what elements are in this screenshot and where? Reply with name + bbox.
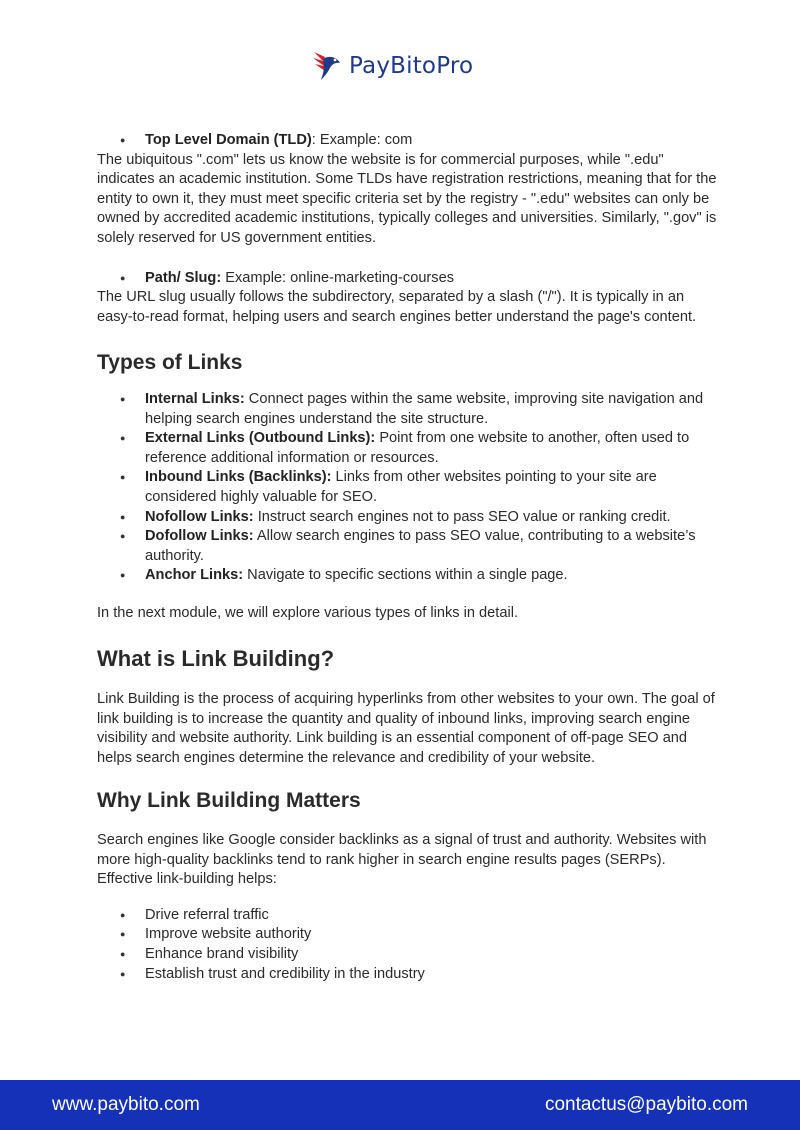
list-item: [145, 429, 717, 468]
slug-example: Example: online-marketing-courses: [221, 269, 455, 286]
list-item: ● Enhance brand visibility: [145, 945, 717, 965]
eagle-logo-icon: [311, 49, 343, 83]
list-item-text: Navigate to specific sections within a single page.: [243, 567, 568, 584]
list-item-text: Instruct search engines not to pass SEO value or ranking credit.: [253, 508, 671, 525]
list-item-text: Point from one website to another, often used to reference additional information or resources.: [145, 430, 690, 466]
why-heading: Why Link Building Matters: [97, 789, 361, 813]
why-paragraph: Search engines like Google consider backlinks as a signal of trust and authority. Websites with more high-quality backlinks tend to rank higher in search engine results pages (SERPs). Effective link-building helps:: [97, 832, 707, 888]
what-paragraph: Link Building is the process of acquiring hyperlinks from other websites to your own. The goal of link building is to increase the quantity and quality of inbound links, improving search engine visibility and website authority. Link building is an essential component of off-page SEO and helps search engines determine the relevance and credibility of your website.: [97, 691, 715, 766]
tld-example: : Example: com: [311, 132, 413, 148]
tld-term: Top Level Domain (TLD): [145, 132, 312, 148]
list-item-term: External Links (Outbound Links):: [145, 430, 376, 447]
list-item-term: Inbound Links (Backlinks):: [145, 469, 332, 486]
list-item-text: Allow search engines to pass SEO value, contributing to a website’s authority.: [145, 528, 696, 564]
list-item: [145, 527, 717, 566]
tld-list: [97, 131, 717, 151]
list-item-term: Dofollow Links:: [145, 528, 254, 545]
list-item: ● Improve website authority: [145, 925, 717, 945]
types-heading: Types of Links: [97, 351, 243, 375]
document-body: [97, 131, 717, 984]
brand-logo[interactable]: [311, 46, 473, 86]
list-item-term: Anchor Links:: [145, 567, 244, 584]
list-item: ● Establish trust and credibility in the industry: [145, 965, 717, 985]
list-item-text: Connect pages within the same website, improving site navigation and helping search engines understand the site structure.: [145, 390, 704, 427]
email-link[interactable]: contactus@paybito.com: [544, 1094, 748, 1115]
brand-name: PayBitoPro: [349, 53, 474, 79]
list-item-text: Links from other websites pointing to your site are considered highly valuable for SEO.: [145, 469, 657, 505]
list-item: [145, 508, 717, 528]
slug-list: [97, 269, 717, 289]
website-link[interactable]: www.paybito.com: [52, 1094, 200, 1115]
benefits-list: [97, 906, 717, 984]
link-types-list: [97, 390, 717, 586]
list-item-term: Nofollow Links:: [145, 508, 254, 525]
list-item-term: Internal Links:: [145, 390, 245, 407]
list-item: [145, 566, 717, 586]
types-note: In the next module, we will explore various types of links in detail.: [97, 604, 518, 621]
tld-paragraph: The ubiquitous ".com" lets us know the website is for commercial purposes, while ".edu" indicates an academic institution. Some TLDs have registration restrictions, meaning that for the entity to own it, they must meet specific criteria set by the registry - ".edu" websites can only be owned by accredited academic institutions, typically colleges and universities. Similarly, ".gov" is solely reserved for US government entities.: [97, 151, 717, 246]
list-item: ● Drive referral traffic: [145, 906, 717, 926]
list-item: [145, 269, 717, 289]
slug-paragraph: The URL slug usually follows the subdirectory, separated by a slash ("/"). It is typically in an easy-to-read format, helping users and search engines better understand the page's content.: [97, 289, 697, 325]
list-item: [145, 468, 717, 507]
slug-term: Path/ Slug:: [145, 269, 222, 286]
list-item: [145, 390, 717, 429]
list-item: [145, 131, 717, 151]
footer-bar: [0, 1080, 800, 1130]
what-heading: What is Link Building?: [97, 646, 335, 672]
